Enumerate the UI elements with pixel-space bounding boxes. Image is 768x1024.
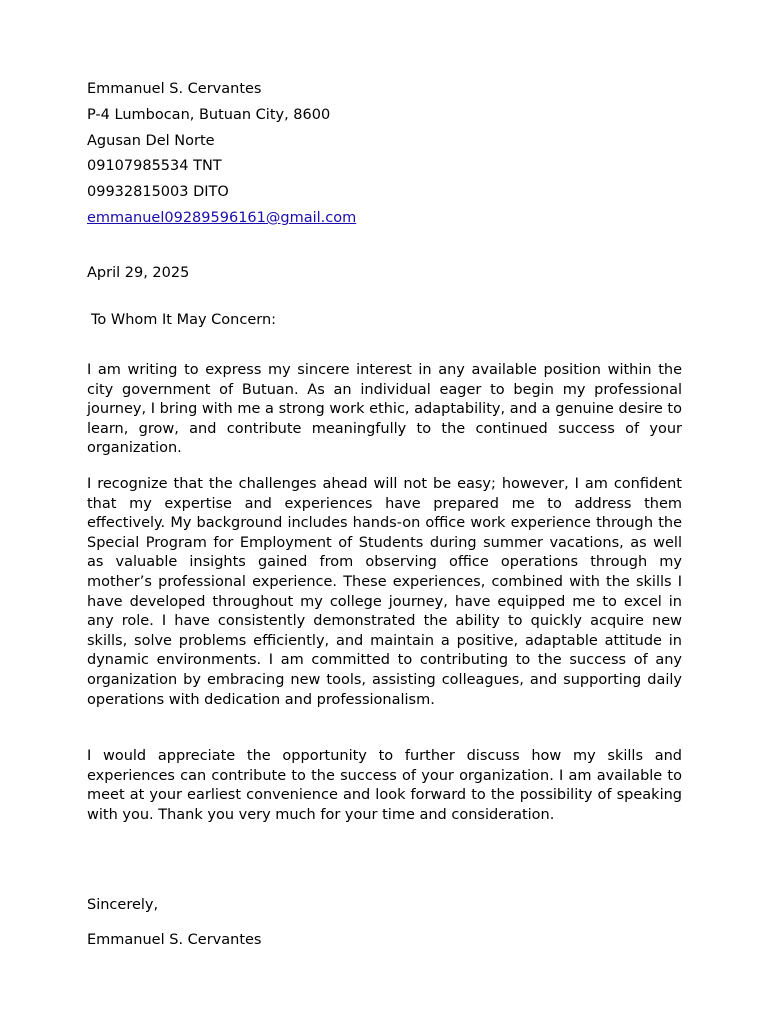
sender-email-link[interactable]: emmanuel09289596161@gmail.com	[87, 210, 357, 226]
sender-phone-dito: 09932815003 DITO	[87, 184, 229, 200]
sender-address-line1: P-4 Lumbocan, Butuan City, 8600	[87, 107, 331, 123]
salutation: To Whom It May Concern:	[91, 312, 277, 328]
body-paragraph-3: I would appreciate the opportunity to further discuss how my skills and experiences can contribute to the success of your organization. I am available to meet at your earliest convenience and look forward to the possibility of speaking with you. Thank you very much for your time and consideration.	[87, 748, 682, 823]
sender-name: Emmanuel S. Cervantes	[87, 81, 262, 97]
letter-date: April 29, 2025	[87, 265, 190, 281]
closing: Sincerely,	[87, 897, 159, 913]
sender-phone-tnt: 09107985534 TNT	[87, 158, 222, 174]
signature-name: Emmanuel S. Cervantes	[87, 932, 262, 948]
body-paragraph-2: I recognize that the challenges ahead will not be easy; however, I am confident that my expertise and experiences have prepared me to address them effectively. My background includes hands-on office work experience through the Special Program for Employment of Students during summer vacations, as well as valuable insights gained from observing office operations through my mother’s professional experience. These experiences, combined with the skills I have developed throughout my college journey, have equipped me to excel in any role. I have consistently demonstrated the ability to quickly acquire new skills, solve problems efficiently, and maintain a positive, adaptable attitude in dynamic environments. I am committed to contributing to the success of any organization by embracing new tools, assisting colleagues, and supporting daily operations with dedication and professionalism.	[87, 476, 682, 708]
body-paragraph-1: I am writing to express my sincere interest in any available position within the city government of Butuan. As an individual eager to begin my professional journey, I bring with me a strong work ethic, adaptability, and a genuine desire to learn, grow, and contribute meaningfully to the continued success of your organization.	[87, 362, 682, 457]
sender-address-line2: Agusan Del Norte	[87, 133, 215, 149]
sender-email-row	[87, 208, 356, 228]
